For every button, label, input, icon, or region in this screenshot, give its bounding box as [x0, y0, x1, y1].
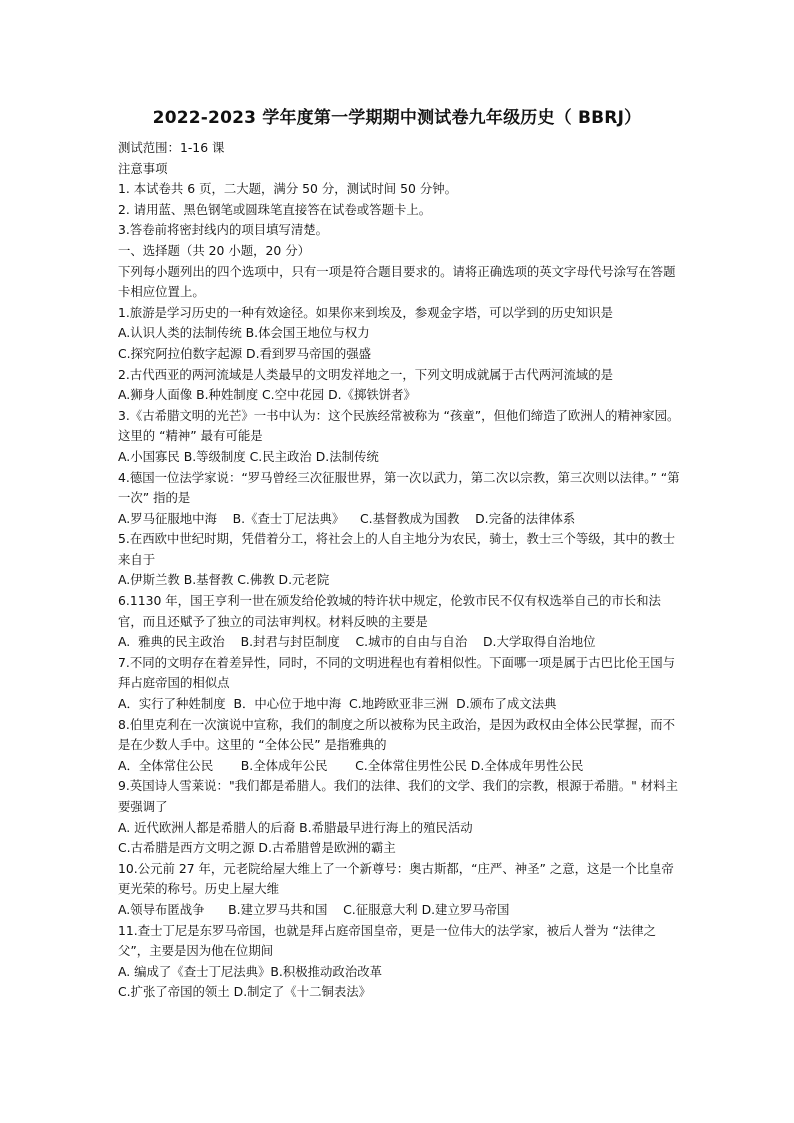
- question-7: 7.不同的文明存在着差异性，同时，不同的文明进程也有着相似性。下面哪一项是属于古巴比伦王国与拜占庭帝国的相似点: [118, 654, 676, 691]
- question-3-options: A.小国寡民 B.等级制度 C.民主政治 D.法制传统: [118, 448, 379, 464]
- question-9-options-cd: C.古希腊是西方文明之源 D.古希腊曾是欧洲的霸主: [118, 840, 396, 856]
- section-instructions: 下列每小题列出的四个选项中，只有一项是符合题目要求的。请将正确选项的英文字母代号涂写在答题卡相应位置上。: [118, 263, 676, 300]
- page-title: 2022-2023 学年度第一学期期中测试卷九年级历史（ BBRJ）: [152, 108, 642, 128]
- question-1-options-cd: C.探究阿拉伯数字起源 D.看到罗马帝国的强盛: [118, 345, 372, 361]
- exam-body: [118, 138, 684, 1003]
- question-6: 6.1130 年，国王亨利一世在颁发给伦敦城的特许状中规定，伦敦市民不仅有权选举自己的市长和法官，而且还赋予了独立的司法审判权。材料反映的主要是: [118, 593, 661, 629]
- scope-line: 测试范围：1-16 课: [118, 140, 225, 155]
- question-8: 8.伯里克利在一次演说中宣称，我们的制度之所以被称为民主政治，是因为政权由全体公民掌握，而不是在少数人手中。这里的 “全体公民” 是指雅典的: [118, 716, 676, 753]
- question-1-options-ab: A.认识人类的法制传统 B.体会国王地位与权力: [118, 325, 370, 341]
- question-2-options: A.狮身人面像 B.种姓制度 C.空中花园 D.《掷铁饼者》: [118, 387, 416, 403]
- question-1: 1.旅游是学习历史的一种有效途径。如果你来到埃及，参观金字塔，可以学到的历史知识是: [118, 304, 614, 320]
- question-4: 4.德国一位法学家说：“罗马曾经三次征服世界，第一次以武力，第二次以宗教，第三次则以法律。” “第一次” 指的是: [118, 469, 680, 506]
- question-10: 10.公元前 27 年，元老院给屋大维上了一个新尊号：奥古斯都，“庄严、神圣” 之意，这是一个比皇帝更光荣的称号。历史上屋大维: [118, 860, 674, 897]
- question-11: 11.查士丁尼是东罗马帝国，也就是拜占庭帝国皇帝，更是一位伟大的法学家，被后人誉为 “法律之父”，主要是因为他在位期间: [118, 922, 657, 959]
- question-11-options-ab: A. 编成了《查士丁尼法典》B.积极推动政治改革: [118, 963, 382, 979]
- question-4-options: A.罗马征服地中海 B.《查士丁尼法典》 C.基督教成为国教 D.完备的法律体系: [118, 510, 576, 526]
- notes-heading: 注意事项: [118, 160, 168, 176]
- question-9: 9.英国诗人雪莱说："我们都是希腊人。我们的法律、我们的文学、我们的宗教，根源于希腊。" 材料主要强调了: [118, 778, 678, 814]
- section-heading: 一、选择题（共 20 小题，20 分）: [118, 242, 311, 258]
- question-5: 5.在西欧中世纪时期，凭借着分工，将社会上的人自主地分为农民，骑士，教士三个等级，其中的教士来自于: [118, 531, 676, 567]
- question-6-options: A. 雅典的民主政治 B.封君与封臣制度 C.城市的自由与自治 D.大学取得自治地位: [118, 634, 596, 650]
- question-8-options: A．全体常住公民 B.全体成年公民 C.全体常住男性公民 D.全体成年男性公民: [118, 757, 584, 773]
- note-3: 3.答卷前将密封线内的项目填写清楚。: [118, 222, 329, 238]
- question-7-options: A．实行了种姓制度 B．中心位于地中海 C.地跨欧亚非三洲 D.颁布了成文法典: [118, 696, 557, 712]
- note-2: 2. 请用蓝、黑色钢笔或圆珠笔直接答在试卷或答题卡上。: [118, 201, 432, 217]
- question-11-options-cd: C.扩张了帝国的领土 D.制定了《十二铜表法》: [118, 984, 372, 1000]
- question-9-options-ab: A. 近代欧洲人都是希腊人的后裔 B.希腊最早进行海上的殖民活动: [118, 819, 473, 835]
- question-2: 2.古代西亚的两河流域是人类最早的文明发祥地之一，下列文明成就属于古代两河流域的是: [118, 366, 614, 382]
- question-5-options: A.伊斯兰教 B.基督教 C.佛教 D.元老院: [118, 572, 330, 588]
- question-3: 3.《古希腊文明的光芒》一书中认为：这个民族经常被称为 “孩童”，但他们缔造了欧洲人的精神家园。这里的 “精神” 最有可能是: [118, 407, 680, 444]
- note-1: 1. 本试卷共 6 页，二大题，满分 50 分，测试时间 50 分钟。: [118, 181, 458, 197]
- question-10-options: A.领导布匿战争 B.建立罗马共和国 C.征服意大利 D.建立罗马帝国: [118, 901, 510, 917]
